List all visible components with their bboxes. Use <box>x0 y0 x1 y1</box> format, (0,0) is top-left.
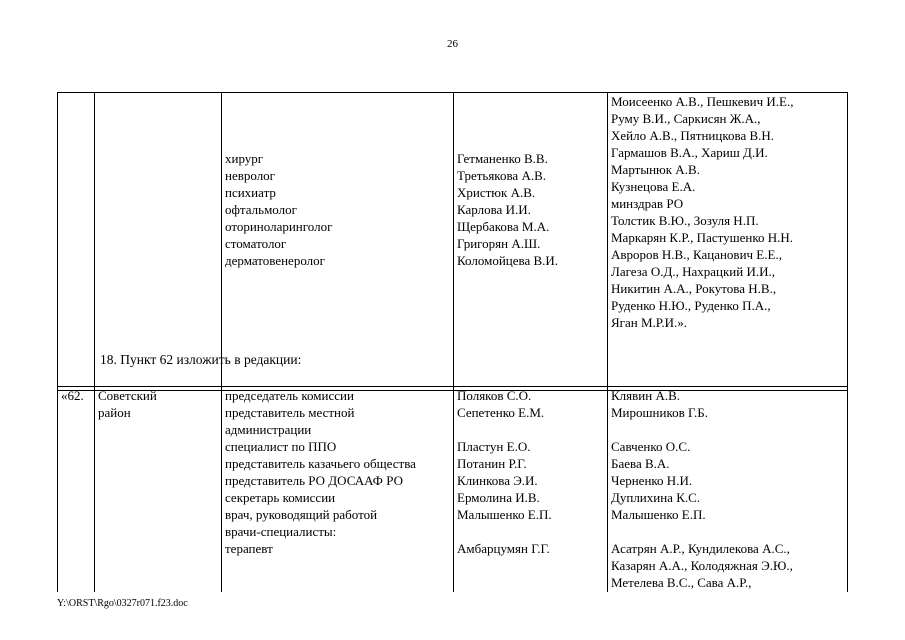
reserve-members-cell <box>608 387 848 593</box>
cell-line: Черненко Н.И. <box>611 473 693 488</box>
cell-line: Гармашов В.А., Хариш Д.И. <box>611 145 768 160</box>
cell-line: Хейло А.В., Пятницкова В.Н. <box>611 128 775 143</box>
cell-line: Малышенко Е.П. <box>611 507 706 522</box>
cell-line: представитель РО ДОСААФ РО <box>225 473 403 488</box>
cell-line: администрации <box>225 422 312 437</box>
cell-line: офтальмолог <box>225 202 297 217</box>
roles-cell <box>222 387 454 593</box>
cell-line <box>611 421 844 438</box>
cell-line: врач, руководящий работой <box>225 507 378 522</box>
cell-line: представитель казачьего общества <box>225 456 416 471</box>
area-cell <box>95 93 222 391</box>
cell-line: Потанин Р.Г. <box>457 456 527 471</box>
cell-line: Сепетенко Е.М. <box>457 405 545 420</box>
table-row <box>58 93 848 391</box>
cell-line: Коломойцева В.И. <box>457 253 559 268</box>
cell-line: Григорян А.Ш. <box>457 236 541 251</box>
amendment-paragraph: 18. Пункт 62 изложить в редакции: <box>100 352 302 367</box>
cell-line: Маркарян К.Р., Пастушенко Н.Н. <box>611 230 794 245</box>
cell-line: район <box>98 405 131 420</box>
cell-line: невролог <box>225 168 276 183</box>
cell-line: Пластун Е.О. <box>457 439 531 454</box>
cell-line: Клявин А.В. <box>611 388 680 403</box>
cell-line: председатель комиссии <box>225 388 354 403</box>
cell-line: врачи-специалисты: <box>225 524 337 539</box>
commission-table-continued <box>57 92 848 391</box>
cell-line: стоматолог <box>225 236 287 251</box>
cell-line: Щербакова М.А. <box>457 219 550 234</box>
file-path-footer: Y:\ORST\Rgo\0327r071.f23.doc <box>57 598 188 609</box>
roles-cell <box>222 93 454 391</box>
cell-line: Христюк А.В. <box>457 185 536 200</box>
cell-line <box>611 523 844 540</box>
cell-line: дерматовенеролог <box>225 253 325 268</box>
cell-line: Ермолина И.В. <box>457 490 540 505</box>
page-number: 26 <box>447 38 458 50</box>
cell-line: Третьякова А.В. <box>457 168 547 183</box>
cell-line: Карлова И.И. <box>457 202 531 217</box>
cell-line: специалист по ППО <box>225 439 337 454</box>
cell-line: Баева В.А. <box>611 456 670 471</box>
cell-line: психиатр <box>225 185 276 200</box>
cell-line: терапевт <box>225 541 273 556</box>
cell-line: оториноларинголог <box>225 219 333 234</box>
cell-line: «62. <box>61 388 84 403</box>
commission-table-point-62 <box>57 386 848 592</box>
cell-line: Советский <box>98 388 157 403</box>
cell-line: секретарь комиссии <box>225 490 336 505</box>
cell-line: Кузнецова Е.А. <box>611 179 696 194</box>
cell-line: Гетманенко В.В. <box>457 151 548 166</box>
cell-line <box>457 421 604 438</box>
cell-line: Яган М.Р.И.». <box>611 315 688 330</box>
cell-line: Лагеза О.Д., Нахрацкий И.И., <box>611 264 775 279</box>
cell-line: Савченко О.С. <box>611 439 691 454</box>
reserve-members-cell <box>608 93 848 391</box>
cell-line: Амбарцумян Г.Г. <box>457 541 550 556</box>
cell-line: Никитин А.А., Рокутова Н.В., <box>611 281 777 296</box>
main-members-cell <box>454 387 608 593</box>
area-cell <box>95 387 222 593</box>
cell-line: Руденко Н.Ю., Руденко П.А., <box>611 298 771 313</box>
cell-line: Авроров Н.В., Кацанович Е.Е., <box>611 247 782 262</box>
cell-line: Асатрян А.Р., Кундилекова А.С., <box>611 541 790 556</box>
cell-line: Руму В.И., Саркисян Ж.А., <box>611 111 761 126</box>
main-members-cell <box>454 93 608 391</box>
cell-line: Моисеенко А.В., Пешкевич И.Е., <box>611 94 794 109</box>
cell-line: Малышенко Е.П. <box>457 507 552 522</box>
cell-line: представитель местной <box>225 405 355 420</box>
cell-line: Казарян А.А., Колодяжная Э.Ю., <box>611 558 793 573</box>
table-row <box>58 387 848 593</box>
cell-line <box>457 523 604 540</box>
cell-line: Мирошников Г.Б. <box>611 405 708 420</box>
cell-line: хирург <box>225 151 264 166</box>
cell-line: Клинкова Э.И. <box>457 473 538 488</box>
cell-line: Толстик В.Ю., Зозуля Н.П. <box>611 213 759 228</box>
cell-line: Метелева В.С., Сава А.Р., <box>611 575 752 590</box>
cell-line: Поляков С.О. <box>457 388 532 403</box>
cell-line: минздрав РО <box>611 196 684 211</box>
number-cell <box>58 387 95 593</box>
cell-line: Дуплихина К.С. <box>611 490 701 505</box>
cell-line: Мартынюк А.В. <box>611 162 700 177</box>
number-cell <box>58 93 95 391</box>
